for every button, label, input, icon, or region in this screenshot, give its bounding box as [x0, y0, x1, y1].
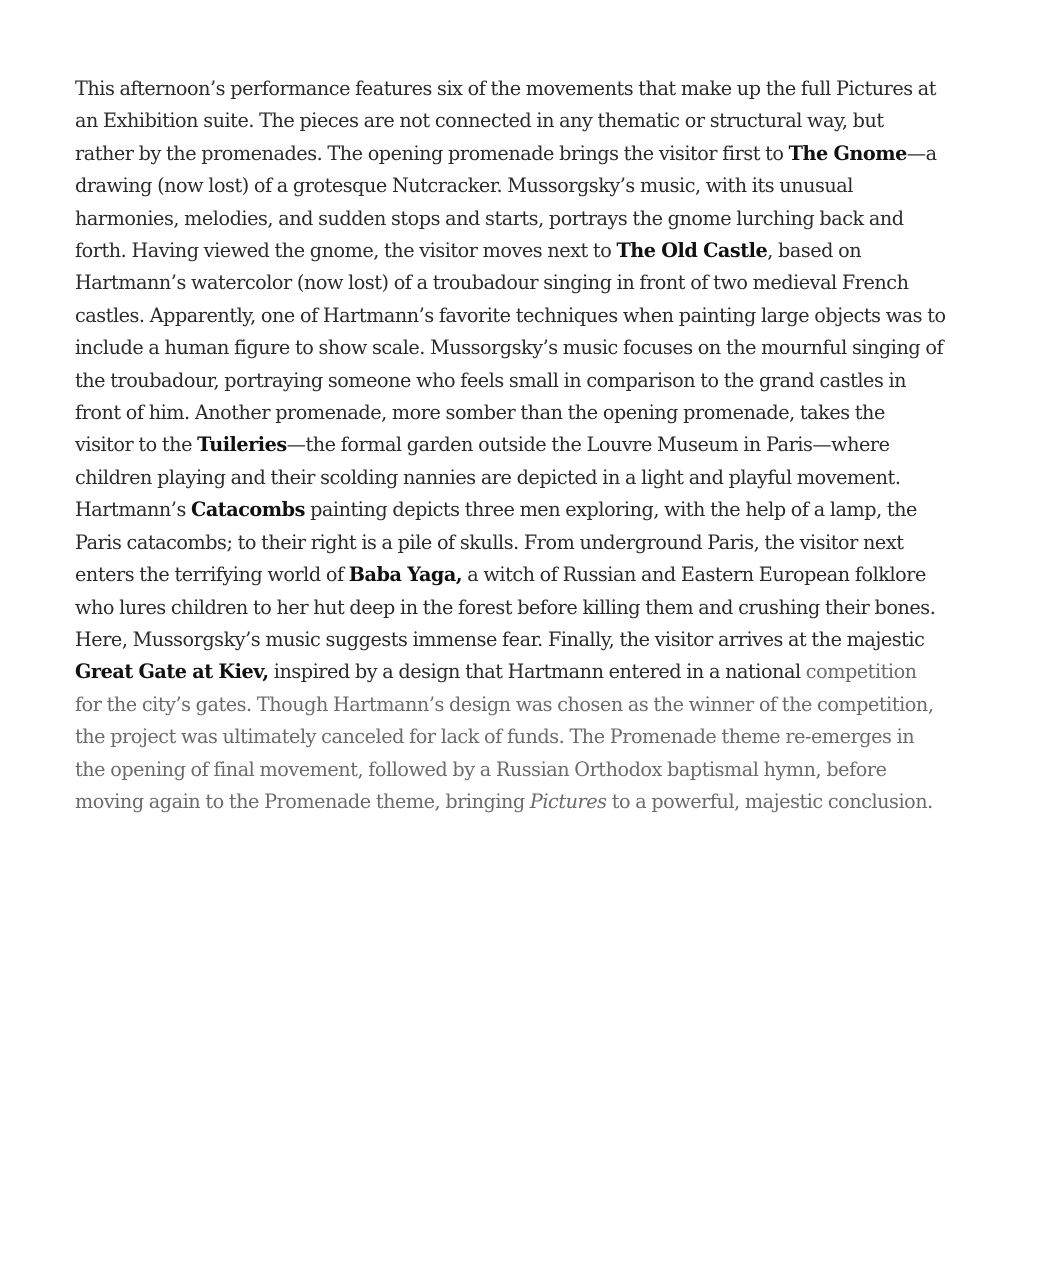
program-note-paragraph — [75, 73, 947, 818]
movement-title-catacombs: Catacombs — [191, 498, 305, 522]
movement-title-the-old-castle: The Old Castle — [616, 239, 768, 263]
movement-title-baba-yaga: Baba Yaga, — [348, 563, 463, 587]
movement-title-great-gate-at-kiev: Great Gate at Kiev, — [75, 660, 269, 684]
text-run: painting depicts three men exploring, with the help of a lamp, the Paris catacombs; to their right is a pile of skulls. From underground Paris, the visitor next enters the terrifying world of — [75, 498, 917, 587]
text-run-faded: to a powerful, majestic conclusion. — [606, 789, 933, 813]
text-run-faded: competition for the city’s gates. Though Hartmann’s design was chosen as the winner of the competition, the project was ultimately canceled for lack of funds. The Promenade theme re-emerges in the opening of final movement, followed by a Russian Orthodox baptismal hymn, before moving again to the Promenade theme, bringing — [75, 660, 934, 813]
text-run: —the formal garden outside the Louvre Museum in Paris—where children playing and their scolding nannies are depicted in a light and playful movement. Hartmann’s — [75, 433, 901, 522]
movement-title-tuileries: Tuileries — [197, 433, 287, 457]
text-run: , based on Hartmann’s watercolor (now lost) of a troubadour singing in front of two medieval French castles. Apparently, one of Hartmann’s favorite techniques when painting large objects was to include a human figure to show scale. Mussorgsky’s music focuses on the mournful singing of the troubadour, portraying someone who feels small in comparison to the grand castles in front of him. Another promenade, more somber than the opening promenade, takes the visitor to the — [75, 239, 946, 457]
text-run: inspired by a design that Hartmann entered in a national — [268, 660, 806, 684]
text-run: a witch of Russian and Eastern European folklore who lures children to her hut deep in the forest before killing them and crushing their bones. Here, Mussorgsky’s music suggests immense fear. Finally, the visitor arrives at the majestic — [75, 563, 936, 651]
text-run: —a drawing (now lost) of a grotesque Nutcracker. Mussorgsky’s music, with its unusual harmonies, melodies, and sudden stops and starts, portrays the gnome lurching back and forth. Having viewed the gnome, the visitor moves next to — [75, 141, 937, 263]
movement-title-the-gnome: The Gnome — [788, 141, 907, 165]
suite-title-pictures: Pictures — [529, 789, 607, 813]
text-run: This afternoon’s performance features six of the movements that make up the full Pictures at an Exhibition suite. The pieces are not connected in any thematic or structural way, but rather by the promenades. The opening promenade brings the visitor first to — [75, 77, 937, 165]
